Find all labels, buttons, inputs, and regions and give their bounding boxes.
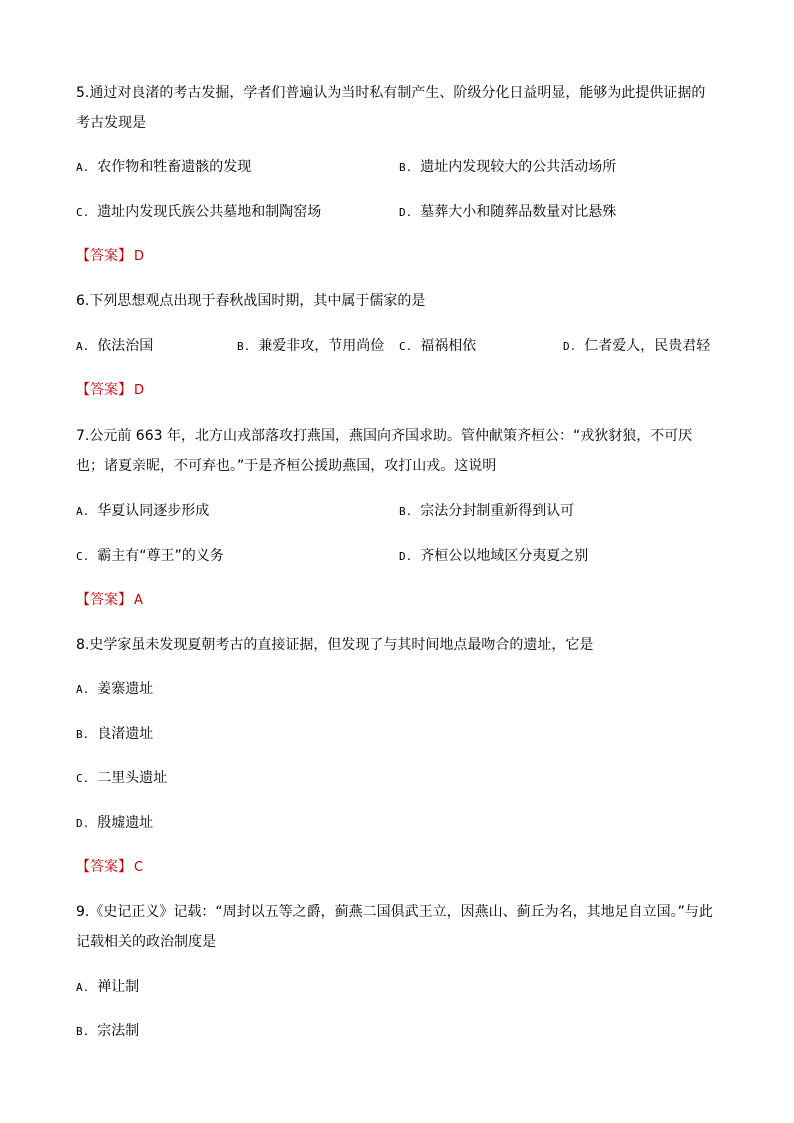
option-text: 依法治国 (97, 338, 154, 354)
question-7-option-a (76, 501, 209, 522)
question-6-answer (76, 380, 144, 401)
option-label: A. (76, 683, 90, 696)
option-label: B. (399, 505, 413, 518)
question-7-stem: 7.公元前 663 年，北方山戎部落攻打燕国，燕国向齐国求助。管仲献策齐桓公：“戎狄豺狼，不可厌也；诸夏亲昵，不可弃也。”于是齐桓公援助燕国，攻打山戎。这说明 (76, 428, 693, 474)
question-8-option-d (76, 813, 153, 834)
option-label: B. (399, 161, 413, 174)
answer-label: 【答案】 (76, 248, 132, 264)
answer-label: 【答案】 (76, 382, 132, 398)
option-text: 遗址内发现较大的公共活动场所 (420, 159, 617, 175)
question-9-stem: 9.《史记正义》记载：“周封以五等之爵，蓟燕二国俱武王立，因燕山、蓟丘为名，其地足自立国。”与此记载相关的政治制度是 (76, 904, 713, 950)
question-6-option-d (563, 336, 710, 357)
answer-label: 【答案】 (76, 859, 132, 875)
option-label: B. (76, 728, 90, 741)
option-text: 姜寨遗址 (97, 681, 154, 697)
option-label: D. (399, 550, 413, 563)
question-5-answer (76, 246, 144, 267)
option-text: 齐桓公以地域区分夷夏之别 (420, 548, 589, 564)
question-8-option-b (76, 724, 153, 745)
option-label: B. (76, 1025, 90, 1038)
option-text: 霸主有“尊王”的义务 (97, 548, 224, 564)
answer-value: C (134, 860, 144, 875)
question-6-option-b (237, 336, 384, 357)
option-label: A. (76, 340, 90, 353)
question-8-option-a (76, 679, 153, 700)
option-label: D. (76, 817, 90, 830)
answer-value: D (134, 249, 145, 264)
question-9-option-a (76, 977, 139, 998)
option-text: 农作物和牲畜遗骸的发现 (97, 159, 252, 175)
option-label: D. (563, 340, 577, 353)
option-label: D. (399, 206, 413, 219)
question-6-stem: 6.下列思想观点出现于春秋战国时期，其中属于儒家的是 (76, 293, 426, 309)
option-label: A. (76, 981, 90, 994)
option-text: 兼爱非攻，节用尚俭 (258, 338, 385, 354)
option-text: 二里头遗址 (97, 770, 168, 786)
question-6-option-c (399, 336, 476, 357)
option-text: 福祸相依 (420, 338, 477, 354)
question-5-option-a (76, 157, 251, 178)
question-6-option-a (76, 336, 153, 357)
answer-label: 【答案】 (76, 592, 132, 608)
option-text: 殷墟遗址 (97, 815, 154, 831)
question-7-option-c (76, 546, 224, 567)
option-label: C. (76, 206, 90, 219)
question-9-option-b (76, 1021, 139, 1042)
question-8-answer (76, 857, 143, 878)
question-8-option-c (76, 768, 167, 789)
option-text: 遗址内发现氏族公共墓地和制陶窑场 (97, 204, 322, 220)
option-text: 宗法制 (97, 1023, 140, 1039)
option-label: C. (399, 340, 413, 353)
answer-value: A (134, 593, 143, 608)
option-text: 宗法分封制重新得到认可 (420, 503, 575, 519)
question-5-option-b (399, 157, 616, 178)
option-text: 禅让制 (97, 979, 140, 995)
question-7-option-b (399, 501, 574, 522)
option-label: C. (76, 772, 90, 785)
option-label: B. (237, 340, 251, 353)
question-5-option-d (399, 202, 616, 223)
question-7-option-d (399, 546, 588, 567)
option-text: 良渚遗址 (97, 726, 154, 742)
option-label: A. (76, 161, 90, 174)
option-text: 仁者爱人，民贵君轻 (584, 338, 711, 354)
question-7-answer (76, 590, 143, 611)
answer-value: D (134, 383, 145, 398)
option-text: 华夏认同逐步形成 (97, 503, 210, 519)
option-text: 墓葬大小和随葬品数量对比悬殊 (420, 204, 617, 220)
option-label: A. (76, 505, 90, 518)
option-label: C. (76, 550, 90, 563)
question-5-option-c (76, 202, 321, 223)
question-8-stem: 8.史学家虽未发现夏朝考古的直接证据，但发现了与其时间地点最吻合的遗址，它是 (76, 637, 594, 653)
question-5-stem: 5.通过对良渚的考古发掘，学者们普遍认为当时私有制产生、阶级分化日益明显，能够为此提供证据的考古发现是 (76, 85, 706, 131)
